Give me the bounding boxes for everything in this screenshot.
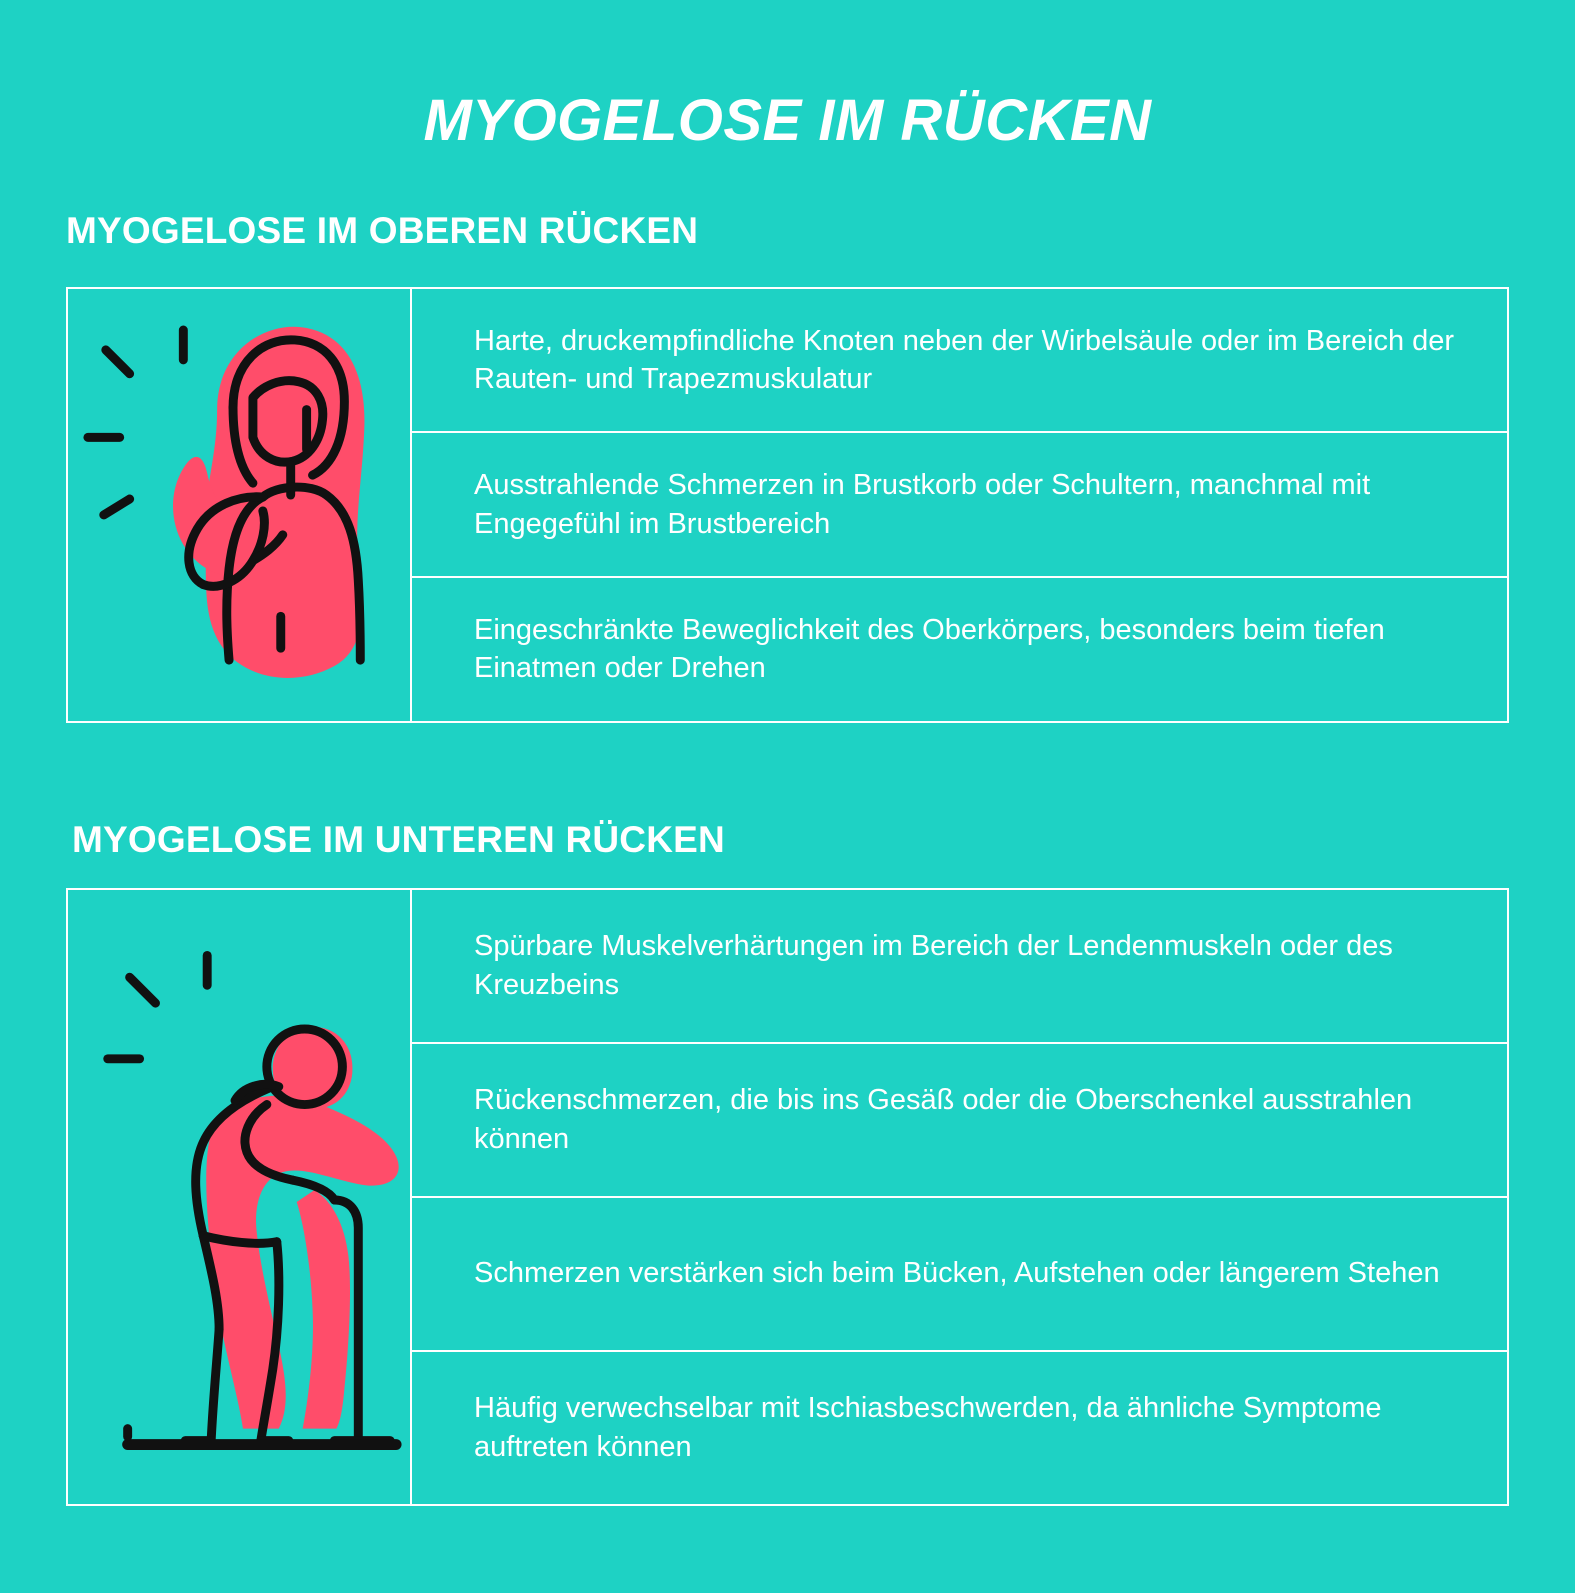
infographic-page (0, 39, 1575, 1593)
section-heading-upper-back: MYOGELOSE IM OBEREN RÜCKEN (66, 209, 699, 251)
symptom-row (412, 578, 1507, 721)
symptom-text: Harte, druckempfindliche Knoten neben der Wirbelsäule oder im Bereich der Rauten- und Trapezmuskulatur (474, 324, 1455, 396)
symptom-text: Spürbare Muskelverhärtungen im Bereich der Lendenmuskeln oder des Kreuzbeins (474, 930, 1393, 1001)
person-with-cane-lower-back-pain-icon (68, 890, 410, 1504)
symptom-row (412, 890, 1507, 1044)
symptom-table-upper-back (66, 287, 1509, 723)
symptom-text: Schmerzen verstärken sich beim Bücken, Aufstehen oder längerem Stehen (474, 1257, 1440, 1290)
symptom-row (412, 289, 1507, 434)
woman-with-upper-back-pain-icon (68, 289, 410, 721)
illustration-cell-upper-back (68, 289, 412, 721)
symptom-row (412, 433, 1507, 578)
symptom-rows-lower-back (412, 890, 1507, 1504)
symptom-table-lower-back (66, 888, 1509, 1506)
illustration-cell-lower-back (68, 890, 412, 1504)
symptom-row (412, 1198, 1507, 1352)
symptom-row (412, 1044, 1507, 1198)
symptom-rows-upper-back (412, 289, 1507, 721)
symptom-row (412, 1352, 1507, 1504)
symptom-text: Häufig verwechselbar mit Ischiasbeschwerden, da ähnliche Symptome auftreten können (474, 1392, 1382, 1463)
section-heading-lower-back: MYOGELOSE IM UNTEREN RÜCKEN (72, 818, 725, 860)
symptom-text: Rückenschmerzen, die bis ins Gesäß oder die Oberschenkel ausstrahlen können (474, 1084, 1413, 1155)
page-title: MYOGELOSE IM RÜCKEN (423, 87, 1152, 153)
symptom-text: Ausstrahlende Schmerzen in Brustkorb oder Schultern, manchmal mit Engegefühl im Brustbereich (474, 469, 1371, 540)
symptom-text: Eingeschränkte Beweglichkeit des Oberkörpers, besonders beim tiefen Einatmen oder Drehen (474, 613, 1385, 685)
